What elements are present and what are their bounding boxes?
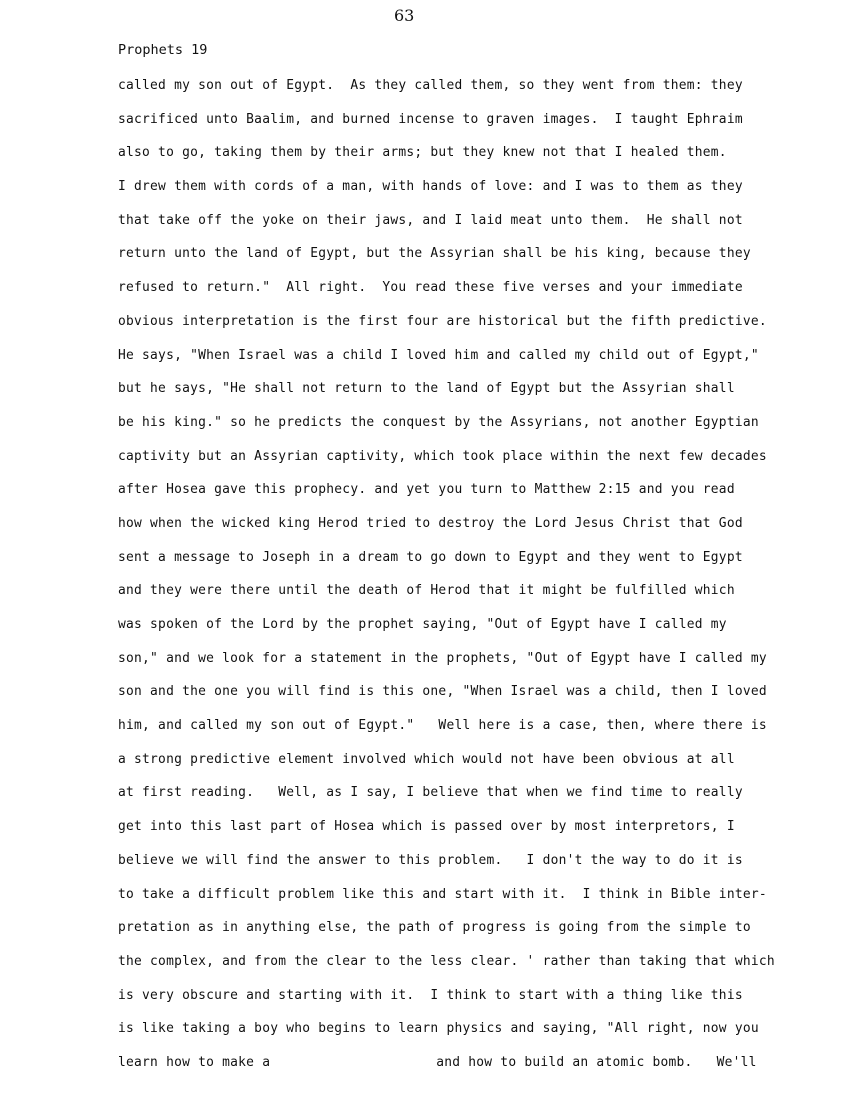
body-text bbox=[118, 76, 808, 1087]
text-line: is like taking a boy who begins to learn physics and saying, "All right, now you bbox=[118, 1021, 759, 1037]
text-line: I drew them with cords of a man, with hands of love: and I was to them as they bbox=[118, 179, 743, 195]
text-line: a strong predictive element involved which would not have been obvious at all bbox=[118, 751, 735, 767]
text-line: after Hosea gave this prophecy. and yet you turn to Matthew 2:15 and you read bbox=[118, 482, 735, 498]
text-line: to take a difficult problem like this and start with it. I think in Bible inter- bbox=[118, 886, 767, 902]
text-line: sacrificed unto Baalim, and burned incense to graven images. I taught Ephraim bbox=[118, 111, 743, 127]
page-number: 63 bbox=[394, 6, 415, 25]
text-line: He says, "When Israel was a child I loved him and called my child out of Egypt," bbox=[118, 347, 759, 363]
text-line: be his king." so he predicts the conquest by the Assyrians, not another Egyptian bbox=[118, 414, 759, 430]
text-line: is very obscure and starting with it. I think to start with a thing like this bbox=[118, 987, 743, 1003]
text-line: sent a message to Joseph in a dream to go down to Egypt and they went to Egypt bbox=[118, 549, 743, 565]
text-line: the complex, and from the clear to the less clear. ' rather than taking that which bbox=[118, 953, 775, 969]
text-line: refused to return." All right. You read these five verses and your immediate bbox=[118, 280, 743, 296]
text-line: believe we will find the answer to this problem. I don't the way to do it is bbox=[118, 852, 743, 868]
text-line: obvious interpretation is the first four are historical but the fifth predictive. bbox=[118, 313, 767, 329]
text-line: return unto the land of Egypt, but the Assyrian shall be his king, because they bbox=[118, 246, 751, 262]
last-line-before-gap: learn how to make a bbox=[118, 1054, 271, 1070]
text-line: get into this last part of Hosea which is passed over by most interpretors, I bbox=[118, 819, 735, 835]
text-line: and they were there until the death of Herod that it might be fulfilled which bbox=[118, 583, 735, 599]
text-line: that take off the yoke on their jaws, and I laid meat unto them. He shall not bbox=[118, 212, 743, 228]
text-line: pretation as in anything else, the path of progress is going from the simple to bbox=[118, 920, 751, 936]
text-line: son and the one you will find is this one, "When Israel was a child, then I loved bbox=[118, 684, 767, 700]
text-line: but he says, "He shall not return to the land of Egypt but the Assyrian shall bbox=[118, 381, 735, 397]
text-line: son," and we look for a statement in the prophets, "Out of Egypt have I called my bbox=[118, 650, 767, 666]
text-line: captivity but an Assyrian captivity, which took place within the next few decades bbox=[118, 448, 767, 464]
text-line: was spoken of the Lord by the prophet saying, "Out of Egypt have I called my bbox=[118, 617, 727, 632]
text-line: how when the wicked king Herod tried to destroy the Lord Jesus Christ that God bbox=[118, 515, 743, 531]
text-line-last bbox=[118, 1053, 808, 1087]
text-line: him, and called my son out of Egypt." Well here is a case, then, where there is bbox=[118, 718, 767, 734]
text-line: called my son out of Egypt. As they called them, so they went from them: they bbox=[118, 78, 743, 93]
text-line: at first reading. Well, as I say, I believe that when we find time to really bbox=[118, 785, 743, 801]
last-line-after-gap: and how to build an atomic bomb. We'll bbox=[436, 1054, 757, 1070]
running-head: Prophets 19 bbox=[118, 42, 208, 58]
text-line: also to go, taking them by their arms; but they knew not that I healed them. bbox=[118, 145, 727, 161]
